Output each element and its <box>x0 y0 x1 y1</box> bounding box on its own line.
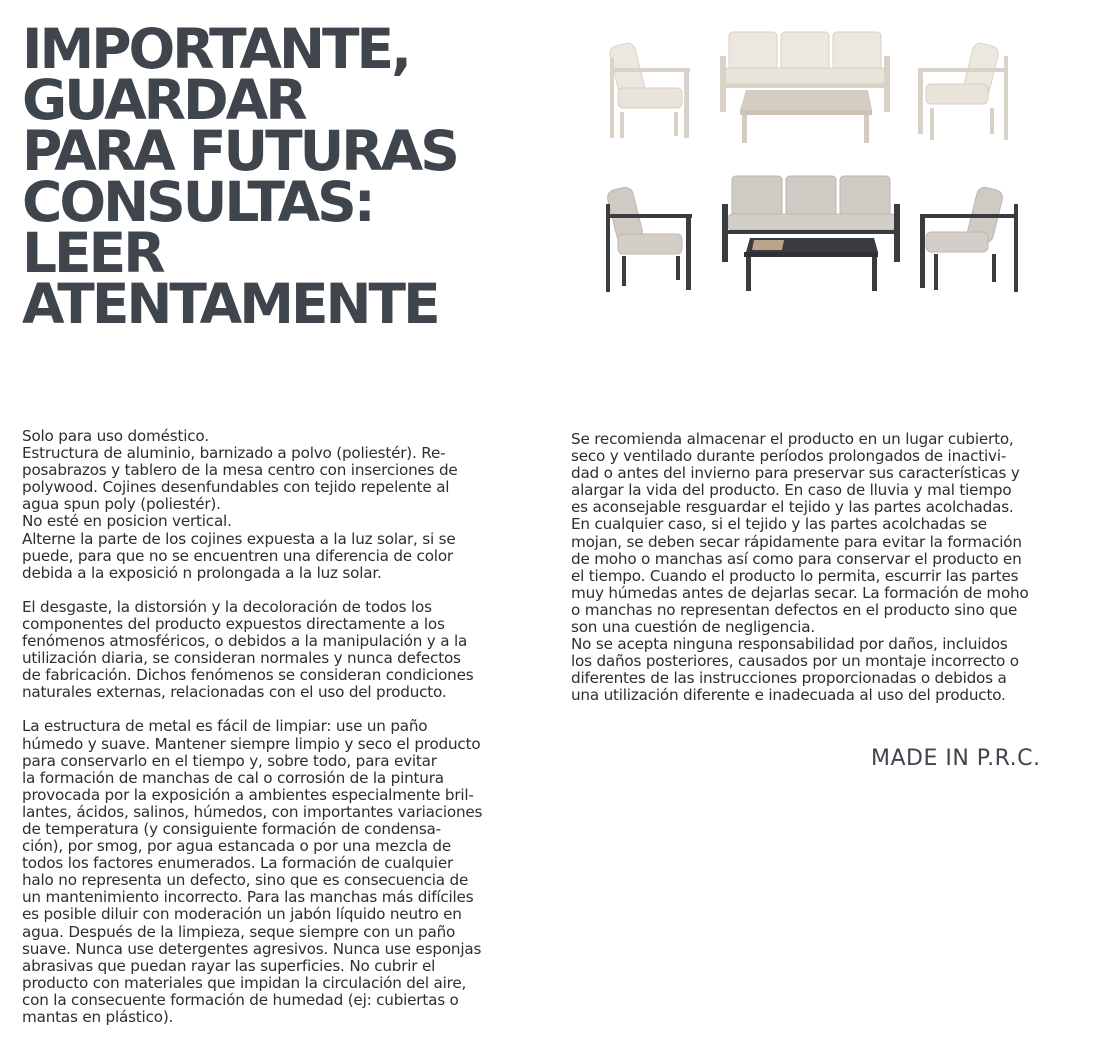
text-line: una utilización diferente e inadecuada al uso del producto. <box>571 686 1006 705</box>
text-line: muy húmedas antes de dejarlas secar. La formación de moho <box>571 583 1029 602</box>
text-line: provocada por la exposición a ambientes especialmente bril- <box>22 785 474 804</box>
text-line: los daños posteriores, causados por un montaje incorrecto o <box>571 652 1019 671</box>
text-line: diferentes de las instrucciones proporcionadas o debidos a <box>571 669 1007 688</box>
text-line: ción), por smog, por agua estancada o por una mezcla de <box>22 837 451 856</box>
dark-armchair-right-icon <box>920 186 1018 292</box>
text-line: para conservarlo en el tiempo y, sobre todo, para evitar <box>22 751 437 770</box>
instructions-right-column <box>571 431 1084 705</box>
text-line: componentes del producto expuestos directamente a los <box>22 614 445 633</box>
text-line: dad o antes del invierno para preservar sus características y <box>571 464 1020 483</box>
text-line: La estructura de metal es fácil de limpiar: use un paño <box>22 717 428 736</box>
text-line: lantes, ácidos, salinos, húmedos, con importantes variaciones <box>22 802 483 821</box>
text-line: mantas en plástico). <box>22 1008 174 1026</box>
text-line: mojan, se deben secar rápidamente para evitar la formación <box>571 532 1022 551</box>
text-line: Estructura de aluminio, barnizado a polvo (poliestér). Re- <box>22 444 446 463</box>
title-line: PARA FUTURAS <box>22 119 457 183</box>
light-armchair-right-icon <box>918 42 1008 140</box>
warning-title <box>22 17 457 336</box>
dark-table-icon <box>744 238 878 291</box>
text-line: la formación de manchas de cal o corrosión de la pintura <box>22 768 444 787</box>
text-line: un mantenimiento incorrecto. Para las manchas más difíciles <box>22 888 474 907</box>
instructions-left-column <box>22 428 537 1026</box>
light-table-icon <box>740 90 872 143</box>
text-line: el tiempo. Cuando el producto lo permita, escurrir las partes <box>571 566 1019 585</box>
title-line: GUARDAR <box>22 68 305 132</box>
text-line: abrasivas que puedan rayar las superficies. No cubrir el <box>22 956 436 975</box>
text-line: No se acepta ninguna responsabilidad por daños, incluidos <box>571 635 1008 654</box>
text-line: posabrazos y tablero de la mesa centro con inserciones de <box>22 461 458 480</box>
text-line: naturales externas, relacionadas con el uso del producto. <box>22 683 447 702</box>
text-line: de temperatura (y consiguiente formación de condensa- <box>22 819 441 838</box>
text-line: agua. Después de la limpieza, seque siempre con un paño <box>22 922 456 941</box>
text-line: con la consecuente formación de humedad (ej: cubiertas o <box>22 990 459 1009</box>
text-line: Se recomienda almacenar el producto en un lugar cubierto, <box>571 430 1014 448</box>
text-line: es posible diluir con moderación un jabón líquido neutro en <box>22 905 462 924</box>
text-line: producto con materiales que impidan la circulación del aire, <box>22 973 467 992</box>
title-line: CONSULTAS: <box>22 170 373 234</box>
text-line: No esté en posicion vertical. <box>22 512 232 531</box>
light-armchair-left-icon <box>608 42 690 138</box>
furniture-set-illustration <box>596 22 1026 302</box>
text-line: todos los factores enumerados. La formación de cualquier <box>22 854 454 873</box>
text-line: puede, para que no se encuentren una diferencia de color <box>22 546 453 565</box>
dark-armchair-left-icon <box>606 186 692 292</box>
text-line: alargar la vida del producto. En caso de lluvia y mal tiempo <box>571 481 1012 500</box>
text-line: fenómenos atmosféricos, o debidos a la manipulación y a la <box>22 632 468 651</box>
text-line: húmedo y suave. Mantener siempre limpio y seco el producto <box>22 734 481 753</box>
text-line: utilización diaria, se consideran normales y nunca defectos <box>22 649 461 668</box>
title-line: LEER <box>22 221 163 285</box>
text-line: halo no representa un defecto, sino que es consecuencia de <box>22 871 469 890</box>
title-line: ATENTAMENTE <box>22 272 438 336</box>
text-line: de fabricación. Dichos fenómenos se consideran condiciones <box>22 666 474 685</box>
made-in-label: MADE IN P.R.C. <box>871 746 1041 771</box>
text-line: agua spun poly (poliestér). <box>22 495 221 514</box>
text-line: debida a la exposició n prolongada a la luz solar. <box>22 563 382 582</box>
text-line: Solo para uso doméstico. <box>22 427 209 445</box>
text-line: o manchas no representan defectos en el producto sino que <box>571 600 1018 619</box>
text-line: polywood. Cojines desenfundables con tejido repelente al <box>22 478 450 497</box>
text-line: En cualquier caso, si el tejido y las partes acolchadas se <box>571 515 987 534</box>
title-line: IMPORTANTE, <box>22 17 409 81</box>
text-line: es aconsejable resguardar el tejido y las partes acolchadas. <box>571 498 1014 517</box>
text-line: de moho o manchas así como para conservar el producto en <box>571 549 1022 568</box>
text-line: seco y ventilado durante períodos prolongados de inactivi- <box>571 447 1007 466</box>
text-line: son una cuestión de negligencia. <box>571 618 815 637</box>
text-line: El desgaste, la distorsión y la decoloración de todos los <box>22 597 432 616</box>
text-line: suave. Nunca use detergentes agresivos. Nunca use esponjas <box>22 939 482 958</box>
text-line: Alterne la parte de los cojines expuesta a la luz solar, si se <box>22 529 456 548</box>
